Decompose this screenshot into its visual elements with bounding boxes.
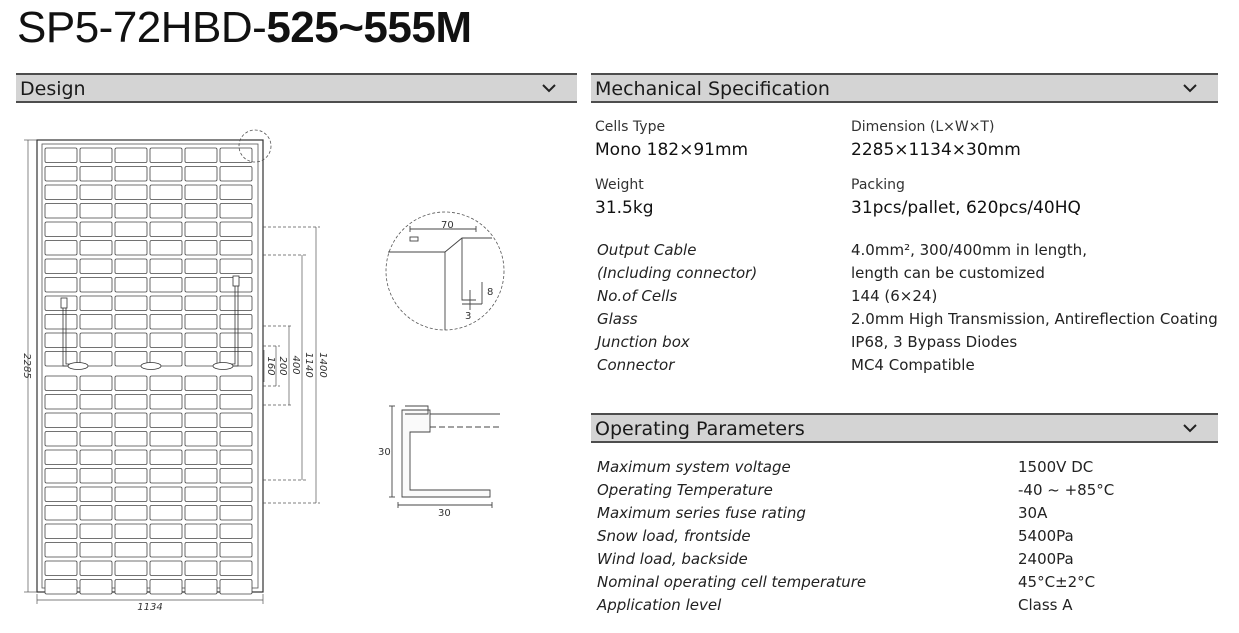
solar-cell (220, 185, 252, 200)
solar-cell (150, 278, 182, 293)
solar-cell (185, 167, 217, 182)
solar-cell (115, 352, 147, 367)
solar-cell (80, 543, 112, 558)
solar-cell (115, 450, 147, 465)
solar-cell (45, 487, 77, 502)
solar-cell (220, 506, 252, 521)
mech-row-label: Glass (597, 310, 638, 328)
solar-cell (185, 561, 217, 576)
solar-cell (115, 395, 147, 410)
solar-cell (45, 204, 77, 219)
solar-cell (185, 296, 217, 311)
op-row-label: Nominal operating cell temperature (597, 573, 867, 591)
mech-row-label: Output Cable (597, 241, 697, 259)
mech-row-value: 4.0mm², 300/400mm in length, (851, 241, 1087, 259)
solar-cell (80, 506, 112, 521)
solar-cell (150, 524, 182, 539)
solar-cell (220, 204, 252, 219)
solar-cell (115, 376, 147, 391)
solar-cell (80, 580, 112, 595)
mech-row-value: 2.0mm High Transmission, Antireflection Coating (851, 310, 1218, 328)
mech-row-label: Connector (597, 356, 675, 374)
solar-cell (115, 315, 147, 330)
solar-cell (80, 524, 112, 539)
dimension-label: Dimension (L×W×T) (851, 119, 995, 135)
dim-400-label: 400 (290, 355, 301, 375)
dim-length-label: 2285 (21, 353, 32, 379)
solar-cell (115, 185, 147, 200)
solar-cell (115, 222, 147, 237)
solar-cell (185, 524, 217, 539)
solar-cell (80, 222, 112, 237)
solar-cell (185, 204, 217, 219)
solar-cell (150, 185, 182, 200)
mech-row-value: IP68, 3 Bypass Diodes (851, 333, 1018, 351)
dim-200-label: 200 (277, 356, 288, 376)
solar-cell (45, 167, 77, 182)
solar-cell (220, 413, 252, 428)
solar-cell (115, 167, 147, 182)
solar-cell (220, 259, 252, 274)
solar-cell (150, 580, 182, 595)
solar-cell (115, 469, 147, 484)
op-row-label: Application level (597, 596, 722, 614)
solar-cell (80, 450, 112, 465)
solar-cell (150, 450, 182, 465)
solar-cell (115, 432, 147, 447)
solar-cell (45, 395, 77, 410)
solar-cell (150, 333, 182, 348)
solar-cell (185, 450, 217, 465)
cells-type-value: Mono 182×91mm (595, 140, 749, 160)
solar-cell (185, 432, 217, 447)
operating-header-title: Operating Parameters (595, 418, 805, 440)
weight-value: 31.5kg (595, 198, 654, 218)
solar-cell (185, 315, 217, 330)
solar-cell (185, 278, 217, 293)
solar-cell (115, 506, 147, 521)
solar-cell (185, 333, 217, 348)
mechanical-header-title: Mechanical Specification (595, 78, 830, 100)
packing-label: Packing (851, 177, 905, 193)
op-row-value: 5400Pa (1018, 527, 1074, 545)
solar-cell (150, 469, 182, 484)
solar-cell (150, 432, 182, 447)
weight-label: Weight (595, 177, 644, 193)
solar-cell (150, 296, 182, 311)
solar-cell (185, 148, 217, 163)
solar-cell (185, 222, 217, 237)
solar-cell (45, 333, 77, 348)
solar-cell (45, 469, 77, 484)
solar-cell (80, 333, 112, 348)
solar-cell (150, 543, 182, 558)
module-front-view (37, 130, 271, 594)
solar-cell (80, 278, 112, 293)
solar-cell (115, 487, 147, 502)
solar-cell (220, 241, 252, 256)
op-row-label: Snow load, frontside (597, 527, 751, 545)
dimension-value: 2285×1134×30mm (851, 140, 1021, 160)
solar-cell (150, 148, 182, 163)
cells-type-label: Cells Type (595, 119, 666, 135)
solar-cell (220, 543, 252, 558)
solar-cell (80, 241, 112, 256)
solar-cell (45, 432, 77, 447)
solar-cell (185, 259, 217, 274)
solar-cell (185, 376, 217, 391)
packing-value: 31pcs/pallet, 620pcs/40HQ (851, 198, 1081, 218)
solar-cell (150, 561, 182, 576)
solar-cell (45, 148, 77, 163)
solar-cell (150, 222, 182, 237)
operating-section-header[interactable] (591, 413, 1218, 443)
solar-cell (45, 222, 77, 237)
solar-cell (220, 333, 252, 348)
solar-cell (115, 148, 147, 163)
solar-cell (220, 580, 252, 595)
mech-row-value: MC4 Compatible (851, 356, 975, 374)
solar-cell (80, 259, 112, 274)
solar-cell (220, 487, 252, 502)
solar-cell (115, 580, 147, 595)
solar-cell (80, 204, 112, 219)
solar-cell (185, 543, 217, 558)
solar-cell (220, 450, 252, 465)
op-row-value: Class A (1018, 596, 1073, 614)
solar-cell (80, 148, 112, 163)
module-design-drawing (0, 0, 580, 633)
op-row-value: -40 ~ +85°C (1018, 481, 1115, 499)
dim-160-label: 160 (265, 356, 276, 376)
corner-detail-view (386, 212, 504, 330)
mech-row-label: (Including connector) (597, 264, 758, 282)
solar-cell (150, 241, 182, 256)
solar-cell (45, 580, 77, 595)
solar-cell (220, 432, 252, 447)
solar-cell (45, 241, 77, 256)
solar-cell (80, 561, 112, 576)
op-row-label: Wind load, backside (597, 550, 748, 568)
op-row-label: Operating Temperature (597, 481, 773, 499)
mech-row-label: No.of Cells (597, 287, 678, 305)
solar-cell (80, 185, 112, 200)
detail-3-label: 3 (465, 311, 472, 322)
solar-cell (80, 395, 112, 410)
op-row-value: 30A (1018, 504, 1048, 522)
op-row-value: 2400Pa (1018, 550, 1074, 568)
op-row-value: 1500V DC (1018, 458, 1094, 476)
solar-cell (185, 506, 217, 521)
frame-cross-section (389, 406, 500, 508)
solar-cell (45, 543, 77, 558)
dim-1400-label: 1400 (317, 352, 328, 378)
solar-cell (80, 167, 112, 182)
solar-cell (150, 315, 182, 330)
solar-cell (80, 469, 112, 484)
solar-cell (45, 450, 77, 465)
solar-cell (115, 413, 147, 428)
solar-cell (185, 413, 217, 428)
solar-cell (220, 469, 252, 484)
solar-cell (150, 259, 182, 274)
solar-cell (150, 395, 182, 410)
solar-cell (80, 487, 112, 502)
mech-row-label: Junction box (597, 333, 690, 351)
solar-cell (115, 204, 147, 219)
solar-cell (220, 561, 252, 576)
solar-cell (220, 395, 252, 410)
solar-cell (45, 259, 77, 274)
solar-cell (185, 395, 217, 410)
dim-1140-label: 1140 (303, 352, 314, 378)
solar-cell (45, 561, 77, 576)
solar-cell (115, 524, 147, 539)
solar-cell (115, 241, 147, 256)
solar-cell (115, 296, 147, 311)
solar-cell (150, 413, 182, 428)
solar-cell (45, 506, 77, 521)
solar-cell (185, 185, 217, 200)
dim-width-label: 1134 (137, 602, 163, 613)
design-header-title: Design (20, 78, 86, 100)
solar-cell (80, 432, 112, 447)
solar-cell (150, 506, 182, 521)
solar-cell (115, 543, 147, 558)
op-row-value: 45°C±2°C (1018, 573, 1096, 591)
solar-cell (45, 278, 77, 293)
solar-cell (150, 376, 182, 391)
power-range: 525~555M (266, 3, 472, 52)
solar-cell (45, 185, 77, 200)
chevron-down-icon[interactable] (1182, 82, 1198, 94)
solar-cell (45, 376, 77, 391)
solar-cell (220, 315, 252, 330)
solar-cell (115, 259, 147, 274)
solar-cell (220, 524, 252, 539)
detail-70-label: 70 (441, 220, 454, 231)
solar-cell (115, 561, 147, 576)
op-row-label: Maximum system voltage (597, 458, 791, 476)
solar-cell (185, 487, 217, 502)
mechanical-section-header[interactable] (591, 73, 1218, 103)
frame-height-label: 30 (378, 447, 391, 458)
solar-cell (45, 524, 77, 539)
solar-cell (45, 413, 77, 428)
solar-cell (80, 296, 112, 311)
solar-cell (185, 241, 217, 256)
solar-cell (80, 376, 112, 391)
solar-cell (220, 376, 252, 391)
mech-row-value: 144 (6×24) (851, 287, 938, 305)
solar-cell (150, 487, 182, 502)
solar-cell (115, 278, 147, 293)
solar-cell (185, 580, 217, 595)
detail-8-label: 8 (487, 287, 494, 298)
solar-cell (185, 352, 217, 367)
solar-cell (220, 296, 252, 311)
solar-cell (80, 315, 112, 330)
solar-cell (115, 333, 147, 348)
solar-cell (220, 222, 252, 237)
frame-width-label: 30 (438, 508, 451, 519)
solar-cell (220, 167, 252, 182)
solar-cell (185, 469, 217, 484)
solar-cell (45, 315, 77, 330)
chevron-down-icon[interactable] (1182, 422, 1198, 434)
solar-cell (80, 413, 112, 428)
model-prefix: SP5-72HBD- (17, 3, 267, 52)
solar-cell (150, 167, 182, 182)
solar-cell (150, 204, 182, 219)
mech-row-value: length can be customized (851, 264, 1045, 282)
op-row-label: Maximum series fuse rating (597, 504, 806, 522)
